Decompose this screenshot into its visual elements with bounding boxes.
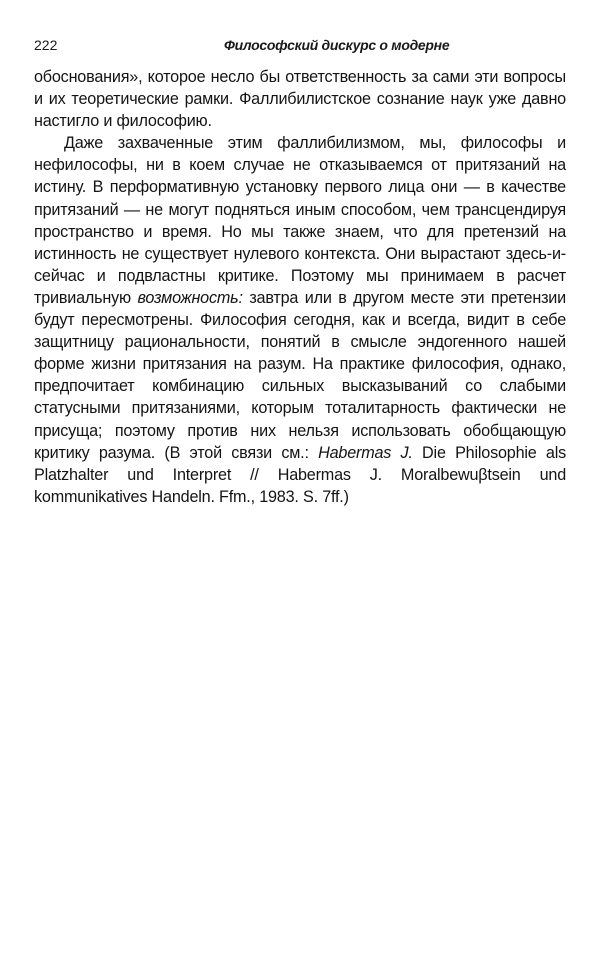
paragraph-main-part1: Даже захваченные этим фаллибилизмом, мы, философы и нефилософы, ни в коем случае не отказываемся от притязаний на истину. В перформативную установку первого лица они — в качестве притязаний — не могут подняться иным способом, чем трансцендируя пространство и время. Но мы также знаем, что для претензий на истинность не существует нулевого контекста. Они вырастают здесь-и-сейчас и подвластны критике. Поэтому мы принимаем в расчет тривиальную [34, 134, 566, 307]
running-title: Философский дискурс о модерне [224, 37, 450, 53]
paragraph-main-part3: Die Philosophie als Platzhalter und Interpret // Habermas J. Moralbewuβtsein und kommunikatives Handeln. Ffm., 1983. S. 7ff.) [34, 443, 567, 506]
page-number: 222 [34, 37, 58, 53]
paragraph-continued: обоснования», которое несло бы ответственность за сами эти вопросы и их теоретические рамки. Фаллибилистское сознание наук уже давно настигло и философию. [34, 68, 566, 131]
running-head [34, 34, 564, 56]
citation-author: Habermas J. [318, 443, 413, 462]
body-text [34, 66, 566, 508]
paragraph-main [34, 132, 566, 508]
emphasis-possibility: возможность: [137, 288, 243, 307]
paragraph-main-part2: завтра или в другом месте эти претензии будут пересмотрены. Философия сегодня, как и всегда, видит в себе защитницу рациональности, понятий в смысле эндогенного нашей форме жизни притязания на разум. На практике философия, однако, предпочитает комбинацию сильных высказываний со слабыми статусными притязаниями, которым тоталитарность фактически не присуща; поэтому против них нельзя использовать обобщающую критику разума. (В этой связи см.: [34, 288, 566, 462]
